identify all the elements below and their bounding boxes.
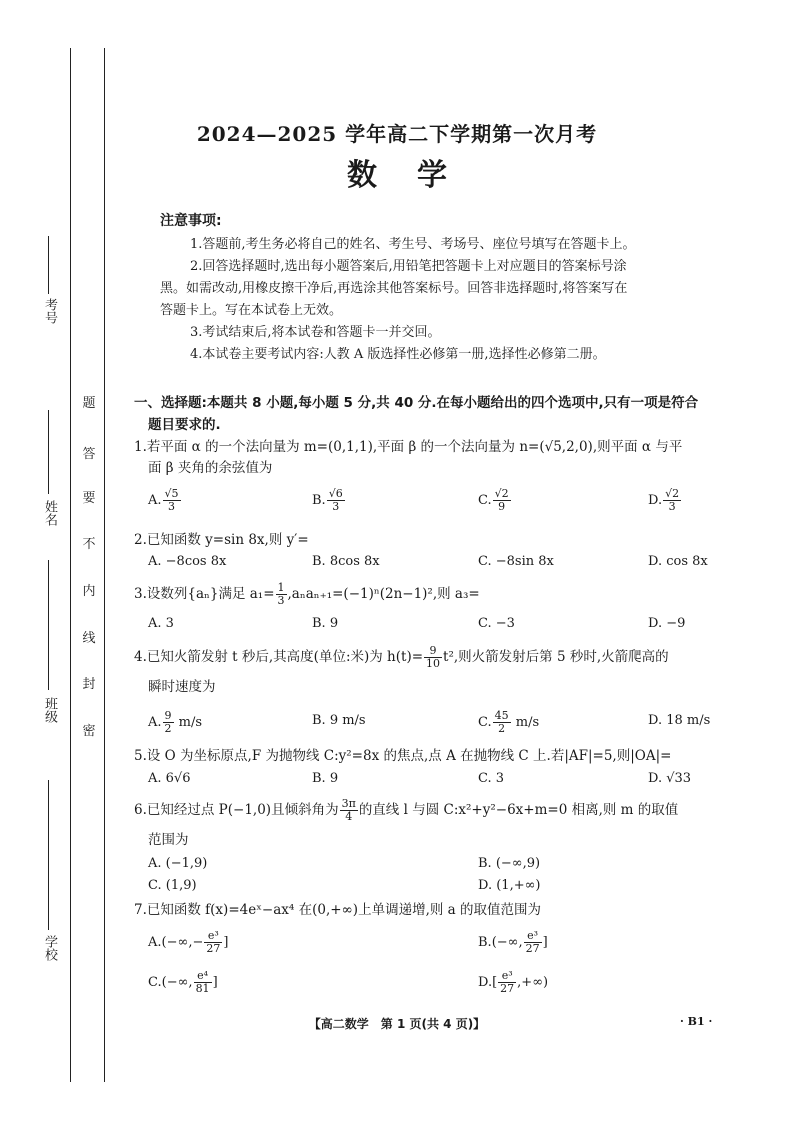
section-heading-line-2: 题目要求的. [148, 417, 221, 433]
q1-stem-line-2: 面 β 夹角的余弦值为 [148, 460, 273, 476]
q5-option-a[interactable]: A. 6√6 [148, 771, 191, 786]
notes-heading: 注意事项: [160, 213, 222, 229]
exam-title: 2024—2025 学年高二下学期第一次月考 [196, 122, 598, 146]
q3-option-a[interactable]: A. 3 [148, 616, 174, 631]
q3-option-b[interactable]: B. 9 [312, 616, 339, 631]
paper-code: · B1 · [680, 1015, 713, 1028]
q7-option-b[interactable]: B.(−∞, $\frac{\text{e³}}{27}$ ] [478, 929, 548, 955]
field-class-line [48, 560, 49, 690]
q6-stem-line-2: 范围为 [148, 832, 189, 848]
q2-option-d[interactable]: D. cos 8x [648, 554, 708, 569]
q5-stem: 5.设 O 为坐标原点,F 为抛物线 C:y²=8x 的焦点,点 A 在抛物线 C 上.若|AF|=5,则|OA|= [134, 748, 672, 764]
question-1 [134, 437, 756, 479]
q1-option-d[interactable]: D. $\frac{√2}{3}$ [648, 487, 680, 513]
q2-stem: 2.已知函数 y=sin 8x,则 y′= [134, 532, 309, 548]
q6-stem: 6.已知经过点 P(−1,0)且倾斜角为 $\frac{3\pi}{4}$ 的直线 l 与圆 C:x²+y²−6x+m=0 相离,则 m 的取值 [134, 797, 679, 823]
seal-char-3: 要 [82, 491, 96, 506]
q7-stem: 7.已知函数 f(x)=4eˣ−ax⁴ 在(0,+∞)上单调递增,则 a 的取值范围为 [134, 902, 541, 918]
field-name-line [48, 410, 49, 494]
note-line-5: 3.考试结束后,将本试卷和答题卡一并交回。 [190, 325, 441, 340]
binding-line-outer [70, 48, 71, 1082]
field-class-label: 班级 [42, 697, 57, 723]
field-exam-number-line [48, 236, 49, 294]
seal-char-2: 答 [82, 447, 96, 462]
seal-char-7: 封 [82, 677, 96, 692]
q2-option-a[interactable]: A. −8cos 8x [148, 554, 227, 569]
q5-option-d[interactable]: D. √33 [648, 771, 692, 786]
note-line-2: 2.回答选择题时,选出每小题答案后,用铅笔把答题卡上对应题目的答案标号涂 [190, 259, 627, 274]
q3-option-c[interactable]: C. −3 [478, 616, 515, 631]
q4-stem-line-2: 瞬时速度为 [148, 679, 216, 695]
field-name-label: 姓名 [42, 500, 57, 526]
q4-option-a[interactable]: A. $\frac{9}{2}$ m/s [148, 709, 203, 735]
seal-char-1: 题 [82, 396, 96, 411]
q4-stem: 4.已知火箭发射 t 秒后,其高度(单位:米)为 h(t)= $\frac{9}{10}$ t²,则火箭发射后第 5 秒时,火箭爬高的 [134, 644, 669, 670]
q1-option-b[interactable]: B. $\frac{√6}{3}$ [312, 487, 343, 513]
q4-option-c[interactable]: C. $\frac{45}{2}$ m/s [478, 709, 540, 735]
field-school-label: 学校 [42, 935, 57, 961]
q6-option-d[interactable]: D. (1,+∞) [478, 878, 541, 893]
section-heading [134, 392, 756, 436]
seal-char-6: 线 [82, 631, 96, 646]
q2-option-b[interactable]: B. 8cos 8x [312, 554, 380, 569]
note-line-1: 1.答题前,考生务必将自己的姓名、考生号、考场号、座位号填写在答题卡上。 [190, 237, 636, 252]
q7-option-c[interactable]: C.(−∞, $\frac{\text{e⁴}}{81}$ ] [148, 969, 218, 995]
section-heading-line-1: 一、选择题:本题共 8 小题,每小题 5 分,共 40 分.在每小题给出的四个选项中,只有一项是符合 [134, 395, 699, 411]
q2-option-c[interactable]: C. −8sin 8x [478, 554, 554, 569]
q5-option-b[interactable]: B. 9 [312, 771, 339, 786]
note-line-6: 4.本试卷主要考试内容:人教 A 版选择性必修第一册,选择性必修第二册。 [190, 347, 606, 362]
q3-option-d[interactable]: D. −9 [648, 616, 686, 631]
q1-option-c[interactable]: C. $\frac{√2}{9}$ [478, 487, 509, 513]
note-line-4: 答题卡上。写在本试卷上无效。 [160, 303, 343, 318]
q7-option-d[interactable]: D.[ $\frac{\text{e³}}{27}$ ,+∞) [478, 969, 549, 995]
seal-char-5: 内 [82, 584, 96, 599]
field-school-line [48, 780, 49, 930]
field-exam-number-label: 考号 [42, 298, 57, 324]
q1-stem-line-1: 1.若平面 α 的一个法向量为 m=(0,1,1),平面 β 的一个法向量为 n=(√5,2,0),则平面 α 与平 [134, 439, 683, 455]
seal-char-8: 密 [82, 724, 96, 739]
q4-option-d[interactable]: D. 18 m/s [648, 713, 711, 728]
q6-option-b[interactable]: B. (−∞,9) [478, 856, 541, 871]
q7-option-a[interactable]: A.(−∞,− $\frac{\text{e³}}{27}$ ] [148, 929, 229, 955]
q1-option-a[interactable]: A. $\frac{√5}{3}$ [148, 487, 179, 513]
seal-char-4: 不 [82, 537, 96, 552]
q6-option-a[interactable]: A. (−1,9) [148, 856, 208, 871]
q3-stem: 3.设数列{aₙ}满足 a₁= $\frac{1}{3}$ ,aₙaₙ₊₁=(−1)ⁿ(2n−1)²,则 a₃= [134, 581, 480, 607]
exam-subject: 数学 [347, 158, 487, 193]
binding-line-inner [104, 48, 105, 1082]
page-footer: 【高二数学 第 1 页(共 4 页)】 [308, 1017, 486, 1031]
q6-option-c[interactable]: C. (1,9) [148, 878, 197, 893]
q5-option-c[interactable]: C. 3 [478, 771, 505, 786]
q4-option-b[interactable]: B. 9 m/s [312, 713, 366, 728]
note-line-3: 黑。如需改动,用橡皮擦干净后,再选涂其他答案标号。回答非选择题时,将答案写在 [160, 281, 628, 296]
